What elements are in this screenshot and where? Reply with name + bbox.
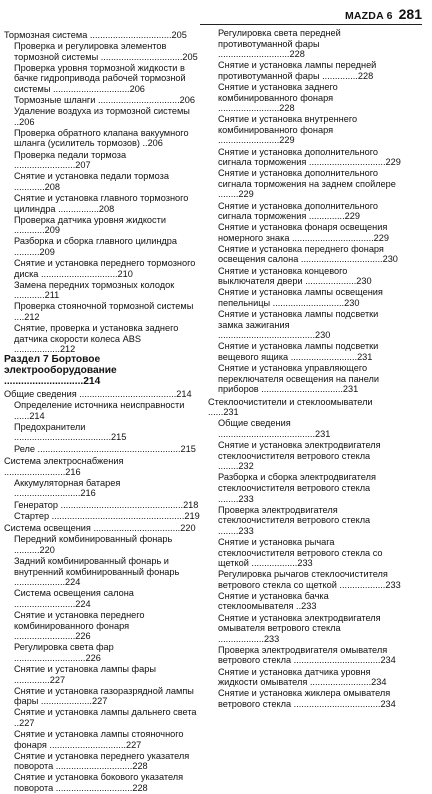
toc-chapter-entry: [4, 30, 200, 41]
toc-entry-text: Снятие и установка жиклера омывателя ветрового стекла ..................................234: [218, 688, 396, 709]
toc-section-heading: [4, 355, 200, 387]
toc-entry-text: Тормозная система ................................205: [4, 30, 187, 40]
toc-entry-text: Снятие и установка концевого выключателя двери ....................230: [218, 265, 372, 287]
toc-entry-text: Задний комбинированный фонарь и внутренний комбинированный фонарь ....................224: [14, 556, 180, 588]
toc-entry: [4, 556, 200, 588]
toc-entry: [208, 667, 404, 688]
toc-entry-text: Проверка обратного клапана вакуумного шланга (усилитель тормозов) ..206: [14, 127, 189, 149]
toc-entry: [4, 664, 200, 685]
toc-entry-text: Проверка датчика уровня жидкости ............209: [14, 214, 166, 236]
toc-entry-text: Определение источника неисправности ......214: [14, 400, 185, 421]
toc-entry-text: Снятие и установка лампы подсветки вещевого ящика ..........................231: [218, 341, 379, 362]
toc-entry-text: Проверка уровня тормозной жидкости в бачке гидропривода рабочей тормозной системы ..............................206: [14, 62, 186, 94]
toc-entry: [4, 193, 200, 214]
toc-entry-text: Снятие и установка электродвигателя стеклоочистителя ветрового стекла ........232: [218, 440, 381, 472]
toc-entry: [4, 534, 200, 555]
toc-entry: [4, 511, 200, 522]
toc-entry: [4, 707, 200, 728]
toc-entry-text: Снятие и установка главного тормозного цилиндра ................208: [14, 192, 189, 214]
toc-entry-text: Удаление воздуха из тормозной системы ..206: [14, 106, 190, 127]
toc-entry-text: Реле ........................................................215: [14, 443, 196, 454]
toc-entry: [208, 418, 404, 439]
toc-entry-text: Стеклоочистители и стеклоомыватели ......231: [208, 396, 373, 418]
toc-entry: [208, 287, 404, 308]
toc-entry: [4, 400, 200, 421]
toc-entry: [208, 201, 404, 222]
toc-entry-text: Проверка электродвигателя стеклоочистителя ветрового стекла ........233: [218, 504, 371, 536]
toc-entry-text: Снятие и установка датчика уровня жидкости омывателя ........................234: [218, 666, 387, 688]
toc-entry-text: Раздел 7 Бортовое электрооборудование ............................214: [4, 354, 117, 387]
toc-entry: [4, 729, 200, 750]
header-rule: [200, 24, 422, 25]
toc-entry-text: Проверка стояночной тормозной системы ....212: [14, 301, 194, 322]
toc-entry-text: Снятие и установка лампы передней противотуманной фары ..............228: [218, 60, 377, 81]
toc-entry: [4, 106, 200, 127]
toc-entry-text: Снятие и установка переднего указателя поворота ..............................228: [14, 750, 190, 772]
toc-entry-text: Снятие и установка переднего комбинированного фонаря ........................226: [14, 609, 145, 642]
toc-entry-text: Снятие и установка лампы фары ..............227: [14, 663, 156, 685]
toc-entry: [4, 772, 200, 793]
toc-entry-text: Разборка и сборка электродвигателя стеклоочистителя ветрового стекла ........233: [218, 472, 376, 504]
toc-entry-text: Разборка и сборка главного цилиндра ..........209: [14, 236, 177, 257]
page-header: [345, 6, 422, 24]
toc-entry-text: Проверка педали тормоза ........................207: [14, 149, 127, 171]
toc-entry-text: Аккумуляторная батарея ..........................216: [14, 477, 121, 499]
toc-entry-text: Снятие и установка лампы подсветки замка зажигания ......................................230: [218, 308, 379, 341]
toc-left-column: [4, 30, 200, 794]
toc-entry: [4, 236, 200, 257]
toc-entry-text: Регулировка рычагов стеклоочистителя ветрового стекла со щеткой ..................233: [218, 569, 401, 590]
toc-entry-text: Снятие и установка газоразрядной лампы фары ....................227: [14, 685, 194, 707]
toc-entry-text: Регулировка света фар ............................226: [14, 642, 114, 663]
toc-entry: [208, 569, 404, 590]
toc-entry: [4, 478, 200, 499]
toc-entry: [4, 63, 200, 95]
toc-entry-text: Снятие, проверка и установка заднего датчика скорости колеса ABS ..................212: [14, 323, 179, 355]
toc-entry: [208, 537, 404, 569]
toc-entry-text: Снятие и установка переднего тормозного диска ..............................210: [14, 257, 196, 279]
toc-entry-text: Снятие и установка переднего фонаря освещения салона ................................230: [218, 243, 398, 265]
running-title: MAZDA 6: [344, 10, 393, 22]
page-number: 281: [398, 6, 422, 22]
toc-entry-text: Снятие и установка бокового указателя поворота ..............................228: [14, 772, 184, 793]
toc-entry: [208, 341, 404, 362]
toc-entry-text: Снятие и установка электродвигателя омывателя ветрового стекла ..................233: [218, 612, 381, 644]
toc-chapter-entry: [208, 397, 404, 418]
toc-entry-text: Снятие и установка дополнительного сигнала торможения ..............229: [218, 200, 379, 222]
toc-entry-text: Проверка и регулировка элементов тормозной системы ................................205: [14, 41, 198, 62]
toc-entry: [4, 301, 200, 322]
toc-chapter-entry: [4, 456, 200, 477]
toc-entry: [4, 215, 200, 236]
toc-chapter-entry: [4, 389, 200, 400]
toc-entry: [208, 505, 404, 537]
toc-entry: [4, 751, 200, 772]
toc-entry-text: Предохранители ......................................215: [14, 421, 127, 443]
toc-entry: [4, 258, 200, 279]
toc-entry: [208, 114, 404, 146]
toc-entry: [4, 686, 200, 707]
toc-entry: [4, 444, 200, 455]
toc-entry: [208, 28, 404, 60]
toc-entry: [208, 363, 404, 395]
toc-entry-text: Снятие и установка дополнительного сигнала торможения ..............................229: [218, 146, 401, 168]
toc-entry: [4, 150, 200, 171]
toc-entry-text: Снятие и установка заднего комбинированного фонаря ........................228: [218, 81, 338, 114]
toc-entry-text: Снятие и установка рычага стеклоочистителя ветрового стекла со щеткой ..................233: [218, 536, 383, 569]
toc-entry: [4, 323, 200, 355]
toc-entry: [4, 128, 200, 149]
toc-entry-text: Снятие и установка лампы дальнего света ..227: [14, 707, 197, 728]
toc-entry-text: Снятие и установка бачка стеклоомывателя ..233: [218, 590, 329, 612]
toc-entry-text: Общие сведения ......................................231: [218, 418, 331, 439]
toc-entry-text: Система освещения ..................................220: [4, 523, 196, 534]
toc-entry: [4, 280, 200, 301]
toc-entry: [208, 440, 404, 472]
toc-entry: [4, 422, 200, 443]
toc-entry: [4, 500, 200, 511]
toc-entry-text: Проверка электродвигателя омывателя ветрового стекла ..................................234: [218, 644, 396, 666]
toc-entry: [208, 591, 404, 612]
toc-entry-text: Система электроснабжения ........................216: [4, 456, 124, 477]
toc-entry-text: Система освещения салона ........................224: [14, 588, 134, 609]
toc-entry: [208, 688, 404, 709]
toc-entry: [208, 266, 404, 287]
toc-entry: [208, 613, 404, 645]
toc-chapter-entry: [4, 523, 200, 534]
toc-entry: [208, 60, 404, 81]
toc-entry: [4, 642, 200, 663]
toc-entry: [208, 168, 404, 200]
toc-entry: [208, 472, 404, 504]
toc-entry-text: Снятие и установка лампы стояночного фонаря ..............................227: [14, 729, 184, 750]
toc-entry: [4, 41, 200, 62]
toc-entry-text: Снятие и установка фонаря освещения номерного знака ................................229: [218, 222, 390, 243]
toc-entry-text: Генератор ................................................218: [14, 499, 199, 510]
toc-entry-text: Снятие и установка педали тормоза ............208: [14, 171, 169, 192]
toc-entry: [208, 82, 404, 114]
toc-entry: [208, 222, 404, 243]
toc-entry-text: Регулировка света передней противотуманной фары ............................228: [218, 28, 341, 60]
toc-entry: [4, 171, 200, 192]
toc-entry-text: Тормозные шланги ................................206: [14, 95, 195, 106]
toc-entry-text: Снятие и установка внутреннего комбинированного фонаря ........................229: [218, 114, 358, 146]
toc-entry: [4, 610, 200, 642]
toc-entry-text: Снятие и установка дополнительного сигнала торможения на заднем спойлере ........229: [218, 168, 396, 200]
toc-entry-text: Снятие и установка управляющего переключателя освещения на панели приборов ................................231: [218, 362, 380, 395]
toc-entry: [4, 95, 200, 106]
toc-entry: [4, 588, 200, 609]
toc-entry-text: Снятие и установка лампы освещения пепельницы ............................230: [218, 287, 383, 308]
toc-entry-text: Передний комбинированный фонарь ..........220: [14, 534, 173, 555]
toc-entry: [208, 147, 404, 168]
toc-right-column: [208, 28, 404, 709]
toc-entry-text: Стартер ....................................................219: [14, 510, 200, 521]
toc-entry-text: Общие сведения ......................................214: [4, 389, 192, 400]
toc-entry: [208, 645, 404, 666]
toc-entry: [208, 309, 404, 341]
toc-entry-text: Замена передних тормозных колодок ............211: [14, 279, 175, 301]
toc-entry: [208, 244, 404, 265]
